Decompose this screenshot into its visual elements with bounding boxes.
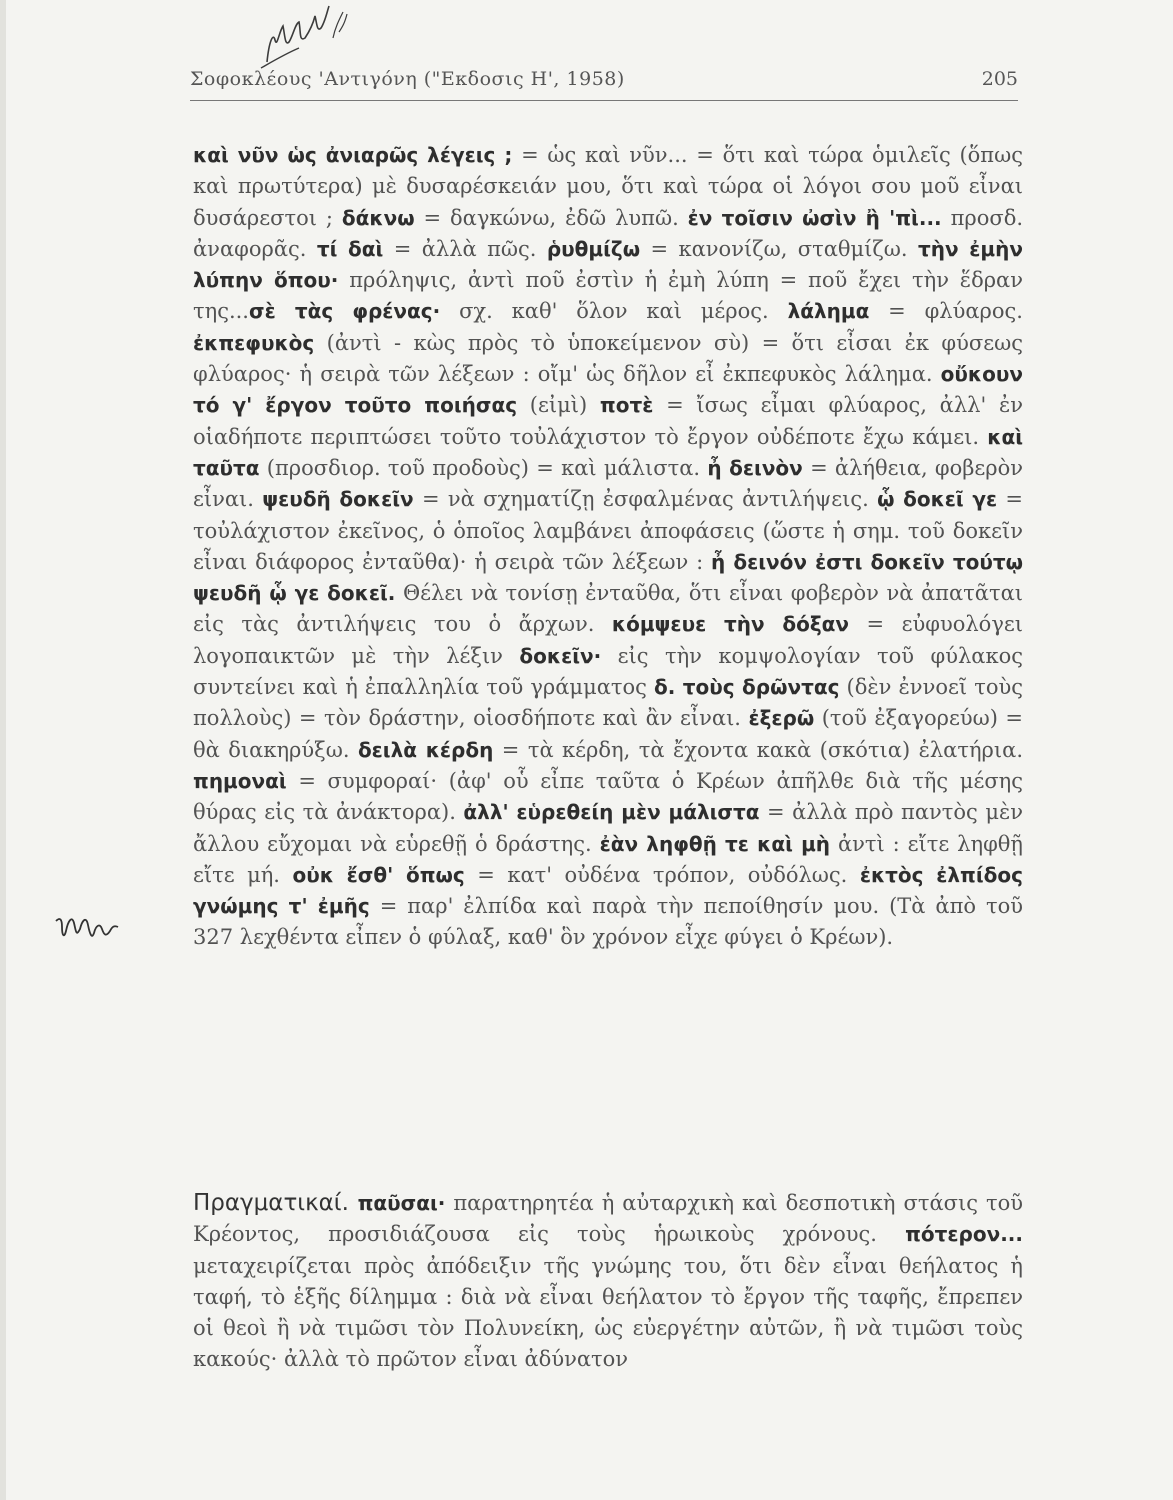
lemma-term: ποτὲ	[599, 393, 654, 418]
commentary-text: = ἴσως εἶμαι φλύαρος, ἀλλ' ἐν οἱαδήποτε περιπτώσει τοῦτο τοὐλάχιστον τὸ ἔργον οὐδέποτε ἔχω κάμει.	[193, 393, 1023, 449]
commentary-paragraph-2	[193, 1188, 1023, 1376]
lemma-term: δάκνω	[341, 205, 415, 230]
lemma-term: ἐκτὸς ἐλπίδος γνώμης τ' ἐμῆς	[193, 862, 1024, 919]
page-edge	[0, 0, 6, 1500]
handwritten-annotation-top	[255, 2, 365, 74]
lemma-term: οὐκ ἔσθ' ὅπως	[292, 862, 465, 887]
commentary-text: (εἰμὶ)	[517, 393, 600, 418]
commentary-text: = ἀλήθεια, φοβερὸν εἶναι.	[193, 455, 1024, 512]
lemma-term: τί δαὶ	[316, 236, 384, 261]
commentary-text: παρατηρητέα ἡ αὐταρχικὴ καὶ δεσποτικὴ στάσις τοῦ Κρέοντος, προσιδιάζουσα εἰς τοὺς ἡρωικοὺς χρόνους.	[193, 1191, 1023, 1247]
lemma-term: ἦ δεινὸν	[707, 455, 803, 480]
lemma-term: δειλὰ κέρδη	[357, 737, 494, 762]
lemma-term: ἀλλ' εὑρεθείη μὲν μάλιστα	[463, 800, 760, 825]
commentary-text: πρόληψις, ἀντὶ ποῦ ἐστὶν ἡ ἐμὴ λύπη = ποῦ ἔχει τὴν ἕδραν της...	[193, 268, 1023, 324]
commentary-text: μεταχειρίζεται πρὸς ἀπόδειξιν τῆς γνώμης του, ὅτι δὲν εἶναι θεήλατος ἡ ταφή, τὸ ἑξῆς δίλημμα : διὰ νὰ εἶναι θεήλατον τὸ ἔργον τῆς ταφῆς, ἔπρεπεν οἱ θεοὶ ἢ νὰ τιμῶσι τὸν Πολυνείκη, ὡς εὐεργέτην αὐτῶν, ἢ νὰ τιμῶσι τοὺς κακούς· ἀλλὰ τὸ πρῶτον εἶναι ἀδύνατον	[193, 1253, 1023, 1372]
lemma-term: ἐξερῶ	[748, 706, 815, 731]
lemma-term: οὔκουν τό γ' ἔργον τοῦτο ποιήσας	[193, 362, 1023, 418]
lemma-term: καὶ ταῦτα	[193, 424, 1023, 480]
commentary-text: = τοὐλάχιστον ἐκεῖνος, ὁ ὁποῖος λαμβάνει ἀποφάσεις (ὥστε ἡ σημ. τοῦ δοκεῖν εἶναι διάφορος ἐνταῦθα)· ἡ σειρὰ τῶν λέξεων :	[193, 487, 1023, 574]
lemma-term: λάλημα	[787, 299, 870, 324]
section-heading: Πραγματικαί.	[193, 1190, 358, 1216]
paragraph-2-text	[193, 1188, 1023, 1376]
lemma-term: ῥυθμίζω	[546, 236, 641, 261]
lemma-term: ἐὰν ληφθῇ τε καὶ μὴ	[599, 831, 831, 856]
commentary-text: = φλύαρος.	[869, 299, 1023, 324]
commentary-text: προσδ. ἀναφορᾶς.	[193, 205, 1024, 261]
header-rule	[190, 100, 1018, 101]
commentary-text: = ὡς καὶ νῦν... = ὅτι καὶ τώρα ὁμιλεῖς (ὅπως καὶ πρωτύτερα) μὲ δυσαρέσκειάν μου, ὅτι καὶ τώρα οἱ λόγοι σου μοῦ εἶναι δυσάρεστοι ;	[193, 143, 1023, 230]
page-number: 205	[981, 68, 1018, 90]
commentary-text: = εὐφυολόγει λογοπαικτῶν μὲ τὴν λέξιν	[193, 612, 1023, 668]
lemma-term: πημοναὶ	[193, 768, 287, 793]
lemma-term: σὲ τὰς φρένας·	[249, 299, 441, 324]
lemma-term: δοκεῖν·	[519, 643, 602, 668]
lemma-term: ψευδῆ δοκεῖν	[262, 487, 414, 512]
lemma-term: καὶ νῦν ὡς ἀνιαρῶς λέγεις ;	[193, 143, 513, 167]
lemma-term: κόμψευε τὴν δόξαν	[611, 612, 850, 637]
commentary-text: = δαγκώνω, ἐδῶ λυπῶ.	[414, 205, 688, 230]
commentary-text: (τοῦ ἐξαγορεύω) = θὰ διακηρύξω.	[193, 706, 1023, 762]
commentary-paragraph-1	[193, 140, 1023, 954]
commentary-text: = ἀλλὰ πρὸ παντὸς μὲν ἄλλου εὔχομαι νὰ εὑρεθῇ ὁ δράστης.	[193, 800, 1024, 856]
lemma-term: ἐν τοῖσιν ὠσὶν ἢ 'πὶ...	[687, 205, 942, 230]
page-header	[190, 68, 1018, 98]
commentary-text: εἰς τὴν κομψολογίαν τοῦ φύλακος συντείνει καὶ ἡ ἐπαλληλία τοῦ γράμματος	[193, 643, 1023, 700]
commentary-text: Θέλει νὰ τονίσῃ ἐνταῦθα, ὅτι εἶναι φοβερὸν νὰ ἀπατᾶται εἰς τὰς ἀντιλήψεις του ὁ ἄρχων.	[193, 581, 1023, 637]
lemma-term: παῦσαι·	[357, 1191, 446, 1215]
commentary-text: = συμφοραί· (ἀφ' οὗ εἶπε ταῦτα ὁ Κρέων ἀπῆλθε διὰ τῆς μέσης θύρας εἰς τὰ ἀνάκτορα).	[193, 768, 1023, 825]
commentary-text: = παρ' ἐλπίδα καὶ παρὰ τὴν πεποίθησίν μου. (Τὰ ἀπὸ τοῦ 327 λεχθέντα εἶπεν ὁ φύλαξ, καθ' ὃν χρόνον εἶχε φύγει ὁ Κρέων).	[193, 894, 1024, 950]
lemma-term: ᾧ δοκεῖ γε	[877, 487, 998, 512]
lemma-term: ἐκπεφυκὸς	[193, 330, 315, 355]
commentary-text: (δὲν ἐννοεῖ τοὺς πολλοὺς) = τὸν δράστην, οἱοσδήποτε καὶ ἂν εἶναι.	[193, 675, 1023, 731]
commentary-text: (προσδιορ. τοῦ προδοὺς) = καὶ μάλιστα.	[259, 455, 708, 480]
running-title: Σοφοκλέους 'Αντιγόνη ("Εκδοσις Η', 1958)	[190, 68, 625, 90]
commentary-text: (ἀντὶ - κὼς πρὸς τὸ ὑποκείμενον σὺ) = ὅτι εἶσαι ἐκ φύσεως φλύαρος· ἡ σειρὰ τῶν λέξεων : οἴμ' ὡς δῆλον εἶ ἐκπεφυκὸς λάλημα.	[193, 330, 1023, 387]
commentary-text: = ἀλλὰ πῶς.	[383, 236, 547, 261]
lemma-term: δ. τοὺς δρῶντας	[654, 675, 840, 700]
handwritten-annotation-left	[52, 905, 122, 947]
commentary-text: ἀντὶ : εἴτε ληφθῇ εἴτε μή.	[193, 831, 1023, 887]
lemma-term: τὴν ἐμὴν λύπην ὅπου·	[193, 236, 1023, 293]
paragraph-1-text	[193, 140, 1023, 954]
lemma-term: πότερον...	[905, 1222, 1023, 1247]
commentary-text: σχ. καθ' ὅλον καὶ μέρος.	[440, 299, 788, 324]
commentary-text: = τὰ κέρδη, τὰ ἔχοντα κακὰ (σκότια) ἐλατήρια.	[493, 737, 1023, 762]
commentary-text: = νὰ σχηματίζῃ ἐσφαλμένας ἀντιλήψεις.	[413, 487, 878, 512]
lemma-term: ἦ δεινόν ἐστι δοκεῖν τούτῳ ψευδῆ ᾧ γε δοκεῖ.	[193, 549, 1023, 606]
commentary-text: = κατ' οὐδένα τρόπον, οὐδόλως.	[464, 862, 860, 887]
commentary-text: = κανονίζω, σταθμίζω.	[640, 236, 918, 261]
